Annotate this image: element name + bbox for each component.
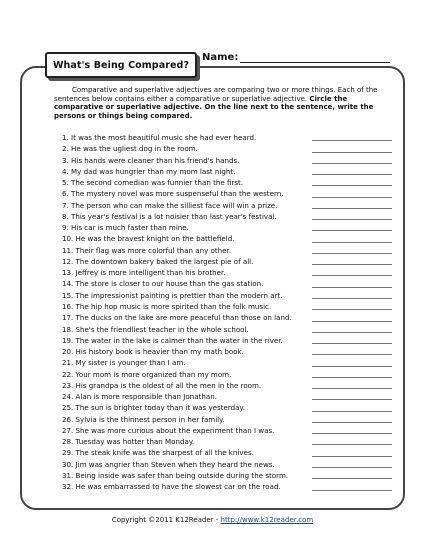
question-item — [62, 380, 392, 391]
answer-line[interactable] — [312, 482, 392, 491]
question-item — [62, 369, 392, 380]
name-field — [202, 52, 390, 63]
answer-line[interactable] — [312, 425, 392, 434]
answer-line[interactable] — [312, 155, 392, 164]
question-text: 23. His grandpa is the oldest of all the men in the room. — [62, 380, 262, 390]
name-line — [240, 52, 390, 63]
answer-line[interactable] — [312, 279, 392, 288]
answer-line[interactable] — [312, 335, 392, 344]
question-item — [62, 143, 392, 154]
question-item — [62, 200, 392, 211]
question-item — [62, 233, 392, 244]
question-text: 3. His hands were cleaner than his friend's hands. — [62, 155, 240, 165]
question-item — [62, 211, 392, 222]
instructions-bold: Circle the comparative or superlative adjective. On the line next to the sentence, write the persons or things being compared. — [54, 94, 374, 120]
footer-link[interactable]: http://www.k12reader.com — [220, 516, 314, 524]
question-item — [62, 481, 392, 492]
question-item — [62, 177, 392, 188]
question-text: 5. The second comedian was funnier than the first. — [62, 178, 244, 188]
question-item — [62, 245, 392, 256]
question-text: 6. The mystery novel was more suspenseful than the western. — [62, 189, 284, 199]
question-item — [62, 414, 392, 425]
question-item — [62, 346, 392, 357]
answer-line[interactable] — [312, 358, 392, 367]
question-item — [62, 155, 392, 166]
footer-copyright: Copyright ©2011 K12Reader - — [111, 516, 221, 524]
question-text: 29. The steak knife was the sharpest of all the knives. — [62, 448, 254, 458]
answer-line[interactable] — [312, 448, 392, 457]
answer-line[interactable] — [312, 267, 392, 276]
question-item — [62, 301, 392, 312]
question-text: 16. The hip hop music is more spirited than the folk music. — [62, 301, 272, 311]
answer-line[interactable] — [312, 470, 392, 479]
question-text: 11. Their flag was more colorful than any other. — [62, 245, 232, 255]
question-item — [62, 335, 392, 346]
answer-line[interactable] — [312, 346, 392, 355]
question-item — [62, 278, 392, 289]
question-text: 7. The person who can make the silliest face will win a prize. — [62, 200, 278, 210]
question-item — [62, 256, 392, 267]
answer-line[interactable] — [312, 222, 392, 231]
question-text: 2. He was the ugliest dog in the room. — [62, 144, 198, 154]
question-item — [62, 447, 392, 458]
question-text: 17. The ducks on the lake are more peaceful than those on land. — [62, 313, 292, 323]
answer-line[interactable] — [312, 391, 392, 400]
question-item — [62, 324, 392, 335]
question-text: 18. She's the friendliest teacher in the whole school. — [62, 324, 249, 334]
question-list — [62, 132, 392, 493]
answer-line[interactable] — [312, 313, 392, 322]
question-text: 31. Being inside was safer than being outside during the storm. — [62, 470, 289, 480]
question-text: 8. This year's festival is a lot noisier than last year's festival. — [62, 211, 277, 221]
question-item — [62, 222, 392, 233]
question-item — [62, 132, 392, 143]
question-text: 30. Jim was angrier than Steven when they heard the news. — [62, 459, 275, 469]
answer-line[interactable] — [312, 256, 392, 265]
question-text: 21. My sister is younger than I am. — [62, 358, 186, 368]
answer-line[interactable] — [312, 414, 392, 423]
answer-line[interactable] — [312, 324, 392, 333]
question-text: 28. Tuesday was hotter than Monday. — [62, 437, 195, 447]
answer-line[interactable] — [312, 189, 392, 198]
answer-line[interactable] — [312, 369, 392, 378]
question-item — [62, 290, 392, 301]
answer-line[interactable] — [312, 245, 392, 254]
question-item — [62, 312, 392, 323]
question-item — [62, 188, 392, 199]
answer-line[interactable] — [312, 200, 392, 209]
question-text: 27. She was more curious about the experiment than I was. — [62, 425, 275, 435]
question-item — [62, 436, 392, 447]
answer-line[interactable] — [312, 177, 392, 186]
footer — [0, 516, 425, 524]
question-item — [62, 166, 392, 177]
question-text: 19. The water in the lake is calmer than the water in the river. — [62, 335, 283, 345]
page-title: What's Being Compared? — [52, 59, 190, 71]
instructions-text: Comparative and superlative adjectives are comparing two or more things. Each of the sentences below contains either a comparative or superlative adjective. — [54, 86, 378, 103]
answer-line[interactable] — [312, 380, 392, 389]
question-item — [62, 470, 392, 481]
answer-line[interactable] — [312, 166, 392, 175]
name-label: Name: — [202, 52, 239, 63]
question-item — [62, 391, 392, 402]
answer-line[interactable] — [312, 290, 392, 299]
question-text: 24. Alan is more responsible than Jonathan. — [62, 392, 217, 402]
question-item — [62, 357, 392, 368]
question-text: 22. Your mom is more organized than my mom. — [62, 369, 232, 379]
question-text: 14. The store is closer to our house than the gas station. — [62, 279, 264, 289]
question-text: 4. My dad was hungrier than my mom last night. — [62, 166, 236, 176]
question-text: 32. He was embarrassed to have the slowest car on the road. — [62, 482, 281, 492]
answer-line[interactable] — [312, 234, 392, 243]
question-text: 12. The downtown bakery baked the largest pie of all. — [62, 256, 254, 266]
question-text: 13. Jeffrey is more intelligent than his brother. — [62, 268, 226, 278]
answer-line[interactable] — [312, 211, 392, 220]
question-item — [62, 402, 392, 413]
question-item — [62, 459, 392, 470]
title-box — [45, 52, 197, 78]
question-text: 1. It was the most beautiful music she had ever heard. — [62, 133, 257, 142]
answer-line[interactable] — [312, 403, 392, 412]
answer-line[interactable] — [312, 301, 392, 310]
answer-line[interactable] — [312, 144, 392, 153]
question-text: 20. His history book is heavier than my math book. — [62, 347, 244, 357]
question-text: 15. The impressionist painting is prettier than the modern art. — [62, 290, 283, 300]
question-item — [62, 425, 392, 436]
question-text: 9. His car is much faster than mine. — [62, 223, 189, 233]
question-text: 25. The sun is brighter today than it was yesterday. — [62, 403, 245, 413]
answer-line[interactable] — [312, 132, 392, 141]
instructions — [54, 86, 384, 120]
answer-line[interactable] — [312, 459, 392, 468]
answer-line[interactable] — [312, 436, 392, 445]
question-text: 10. He was the bravest knight on the battlefield. — [62, 234, 235, 244]
question-item — [62, 267, 392, 278]
question-text: 26. Sylvia is the thinnest person in her family. — [62, 414, 225, 424]
